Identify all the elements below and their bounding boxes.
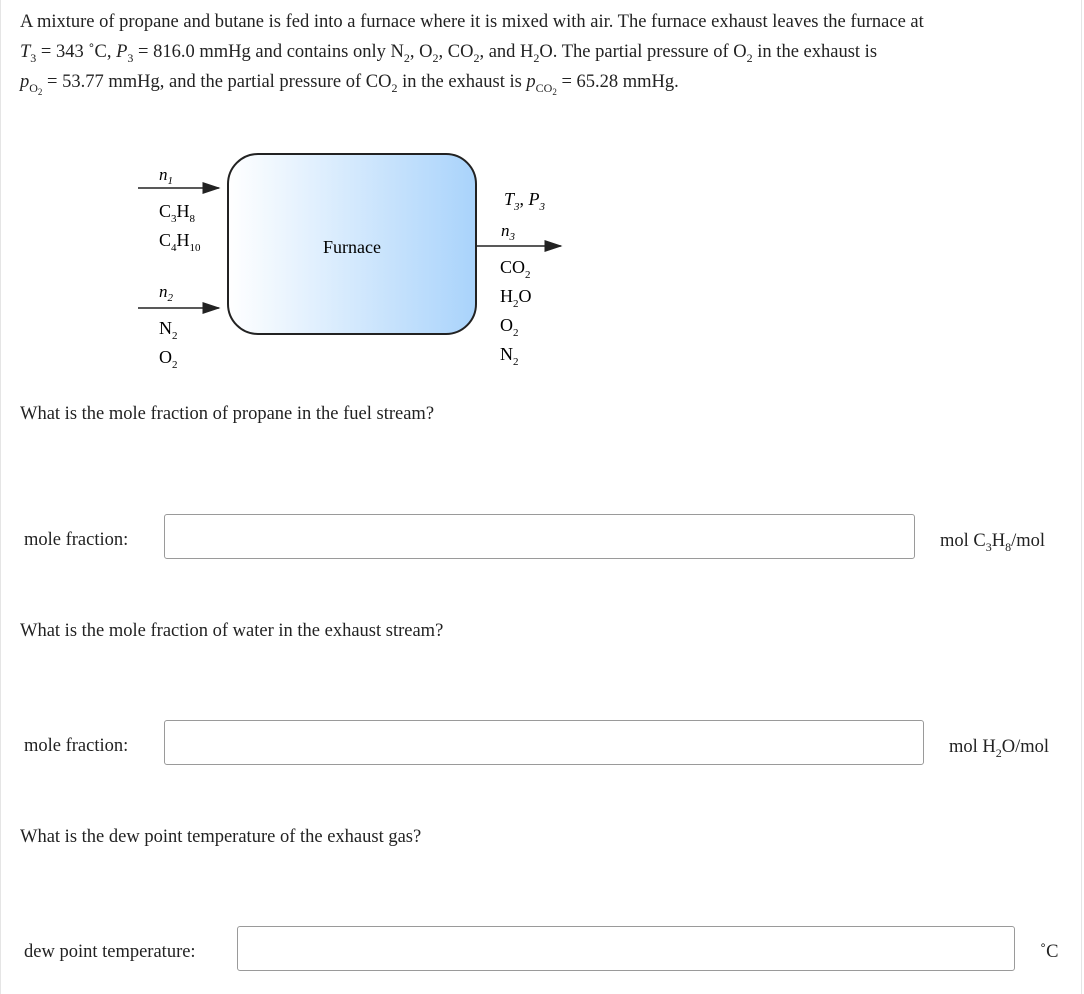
statement-line-2: $T_3 = 343$ ˚C, $P_3 = 816.0$ mmHg and contains only $N_2$, $O_2$, $CO_2$, and $H_2O$. The partial pressure of $O_2$ in the exhaust is [20,42,878,65]
nitrogen-feed-label: $N_2$ [159,318,178,342]
question-3-unit: ˚C [1040,942,1059,962]
exhaust-conditions-label: $T_3$, $P_3$ [504,189,546,213]
propane-label: $C_3H_8$ [159,201,196,225]
oxygen-exhaust-label: $O_2$ [500,315,519,339]
question-2-unit: mol $H_2O$/mol [949,737,1050,760]
question-1-label: mole fraction: [24,530,129,550]
oxygen-feed-label: $O_2$ [159,347,178,371]
question-2-label: mole fraction: [24,736,129,756]
question-1-text: What is the mole fraction of propane in the fuel stream? [20,404,435,424]
butane-label: $C_4H_{10}$ [159,230,201,254]
furnace-label: Furnace [323,237,381,257]
dew-point-input[interactable] [237,926,1015,971]
question-3-text: What is the dew point temperature of the exhaust gas? [20,827,422,847]
fuel-flow-label: $n_1$ [159,165,173,187]
problem-statement [20,7,1070,97]
statement-line-3: $p_{O_2} = 53.77$ mmHg, and the partial pressure of $CO_2$ in the exhaust is $p_{CO_2} = 65.28$ mmHg. [20,72,679,97]
question-1-unit: mol $C_3H_8$/mol [940,531,1046,554]
water-mole-fraction-input[interactable] [164,720,924,765]
question-3-label: dew point temperature: [24,942,196,962]
statement-line-1: A mixture of propane and butane is fed into a furnace where it is mixed with air. The furnace exhaust leaves the furnace at [20,12,924,32]
question-2-text: What is the mole fraction of water in the exhaust stream? [20,621,444,641]
furnace-diagram [131,150,571,380]
co2-exhaust-label: $CO_2$ [500,257,531,281]
air-flow-label: $n_2$ [159,282,173,304]
water-exhaust-label: $H_2O$ [500,286,532,310]
propane-mole-fraction-input[interactable] [164,514,915,559]
nitrogen-exhaust-label: $N_2$ [500,344,519,368]
exhaust-flow-label: $n_3$ [501,221,515,243]
